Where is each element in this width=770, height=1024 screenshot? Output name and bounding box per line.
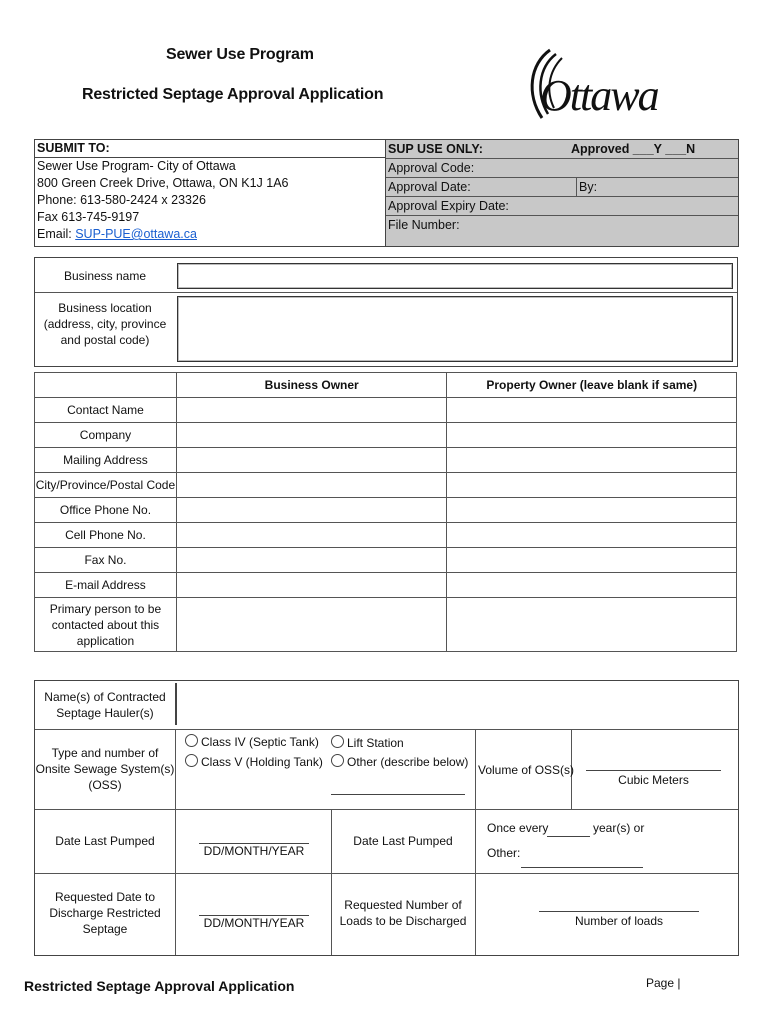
table-row xyxy=(35,423,737,448)
submit-line-4: Fax 613-745-9197 xyxy=(37,210,140,224)
volume-input-line[interactable] xyxy=(586,770,721,771)
date-last-pumped-label: Date Last Pumped xyxy=(55,834,155,848)
approval-code-row: Approval Code: xyxy=(386,159,738,178)
row-label: E-mail Address xyxy=(35,573,177,598)
business-owner-header: Business Owner xyxy=(176,373,447,398)
row-label: Fax No. xyxy=(35,548,177,573)
num-loads-input-line[interactable] xyxy=(539,911,699,912)
property-cell-phone-cell[interactable] xyxy=(447,523,737,548)
row-label: Company xyxy=(35,423,177,448)
submit-to-box xyxy=(34,139,386,247)
approved-yn[interactable]: Approved ___Y ___N xyxy=(571,142,696,156)
approval-date-label: Approval Date: xyxy=(388,180,471,194)
ottawa-logo xyxy=(520,44,690,124)
contacts-header-row xyxy=(35,373,737,398)
table-row xyxy=(35,473,737,498)
radio-icon[interactable] xyxy=(185,734,198,747)
business-location-field[interactable] xyxy=(177,296,733,362)
requested-date-label: Requested Date to Discharge Restricted Septage xyxy=(49,890,161,936)
table-row xyxy=(35,598,737,652)
property-mailing-cell[interactable] xyxy=(447,448,737,473)
once-every-label: Once every xyxy=(487,821,549,835)
business-location-label: Business location (address, city, province and postal code) xyxy=(43,301,167,347)
business-cell-phone-cell[interactable] xyxy=(176,523,447,548)
expiry-date-row: Approval Expiry Date: xyxy=(386,197,738,216)
table-row xyxy=(35,573,737,598)
submit-line-3: Phone: 613-580-2424 x 23326 xyxy=(37,193,206,207)
years-or-label: year(s) or xyxy=(593,821,645,835)
business-mailing-cell[interactable] xyxy=(176,448,447,473)
table-row xyxy=(35,398,737,423)
radio-icon[interactable] xyxy=(331,735,344,748)
other-freq-label: Other: xyxy=(487,846,521,860)
by-label: By: xyxy=(576,178,597,196)
business-company-cell[interactable] xyxy=(176,423,447,448)
ddmm-label: DD/MONTH/YEAR xyxy=(203,844,305,858)
row-label: City/Province/Postal Code xyxy=(35,473,177,498)
table-row xyxy=(35,498,737,523)
once-every-input-line[interactable] xyxy=(547,836,590,837)
sup-heading-row xyxy=(386,140,738,159)
email-link[interactable]: SUP-PUE@ottawa.ca xyxy=(75,227,197,241)
submit-to-heading: SUBMIT TO: xyxy=(35,140,386,158)
other-describe-line[interactable] xyxy=(331,794,465,795)
file-number-row: File Number: xyxy=(388,218,460,232)
property-primary-cell[interactable] xyxy=(447,598,737,652)
volume-label: Volume of OSS(s) xyxy=(478,763,575,777)
submit-line-2: 800 Green Creek Drive, Ottawa, ON K1J 1A6 xyxy=(37,176,289,190)
cubic-meters-label: Cubic Meters xyxy=(618,773,689,787)
submit-line-1: Sewer Use Program- City of Ottawa xyxy=(37,159,236,173)
program-title: Sewer Use Program xyxy=(166,46,314,63)
lift-station-option[interactable]: Lift Station xyxy=(331,735,404,751)
business-name-field[interactable] xyxy=(177,263,733,289)
other-option[interactable]: Other (describe below) xyxy=(331,754,468,770)
business-fax-cell[interactable] xyxy=(176,548,447,573)
class5-option[interactable]: Class V (Holding Tank) xyxy=(185,754,323,770)
property-owner-header: Property Owner (leave blank if same) xyxy=(447,373,737,398)
logo-text: Ottawa xyxy=(540,71,658,120)
submit-email-line xyxy=(35,226,386,243)
table-row xyxy=(35,523,737,548)
radio-icon[interactable] xyxy=(185,754,198,767)
row-label: Mailing Address xyxy=(35,448,177,473)
page-number: Page | xyxy=(646,976,681,990)
other-freq-input-line[interactable] xyxy=(521,867,643,868)
contacts-table xyxy=(34,372,737,652)
property-city-cell[interactable] xyxy=(447,473,737,498)
num-loads-label: Number of loads xyxy=(574,914,664,928)
oss-type-label: Type and number of Onsite Sewage System(s) (OSS) xyxy=(35,746,175,792)
property-fax-cell[interactable] xyxy=(447,548,737,573)
business-office-phone-cell[interactable] xyxy=(176,498,447,523)
row-label: Cell Phone No. xyxy=(35,523,177,548)
table-row xyxy=(35,448,737,473)
row-label: Contact Name xyxy=(35,398,177,423)
property-contact-name-cell[interactable] xyxy=(447,398,737,423)
class4-option[interactable]: Class IV (Septic Tank) xyxy=(185,734,319,750)
property-email-cell[interactable] xyxy=(447,573,737,598)
requested-loads-label: Requested Number of Loads to be Discharged xyxy=(339,898,467,928)
sup-heading: SUP USE ONLY: xyxy=(388,142,483,156)
hauler-label: Name(s) of Contracted Septage Hauler(s) xyxy=(44,690,166,720)
approval-date-row xyxy=(386,178,738,197)
property-office-phone-cell[interactable] xyxy=(447,498,737,523)
property-company-cell[interactable] xyxy=(447,423,737,448)
table-row xyxy=(35,548,737,573)
row-label: Office Phone No. xyxy=(35,498,177,523)
business-email-cell[interactable] xyxy=(176,573,447,598)
radio-icon[interactable] xyxy=(331,754,344,767)
business-contact-name-cell[interactable] xyxy=(176,398,447,423)
hauler-field[interactable] xyxy=(179,685,734,725)
email-label: Email: xyxy=(37,227,76,241)
business-city-cell[interactable] xyxy=(176,473,447,498)
form-title: Restricted Septage Approval Application xyxy=(82,86,384,103)
date-last-pumped-label-2: Date Last Pumped xyxy=(353,834,453,848)
septage-details-box xyxy=(34,680,739,956)
primary-contact-label: Primary person to be contacted about this application xyxy=(35,598,177,652)
ddmm-label-2: DD/MONTH/YEAR xyxy=(203,916,305,930)
business-name-label: Business name xyxy=(63,269,147,283)
footer-title: Restricted Septage Approval Application xyxy=(24,978,295,994)
sup-use-only-box xyxy=(385,139,739,247)
business-primary-cell[interactable] xyxy=(176,598,447,652)
business-info-box xyxy=(34,257,738,367)
